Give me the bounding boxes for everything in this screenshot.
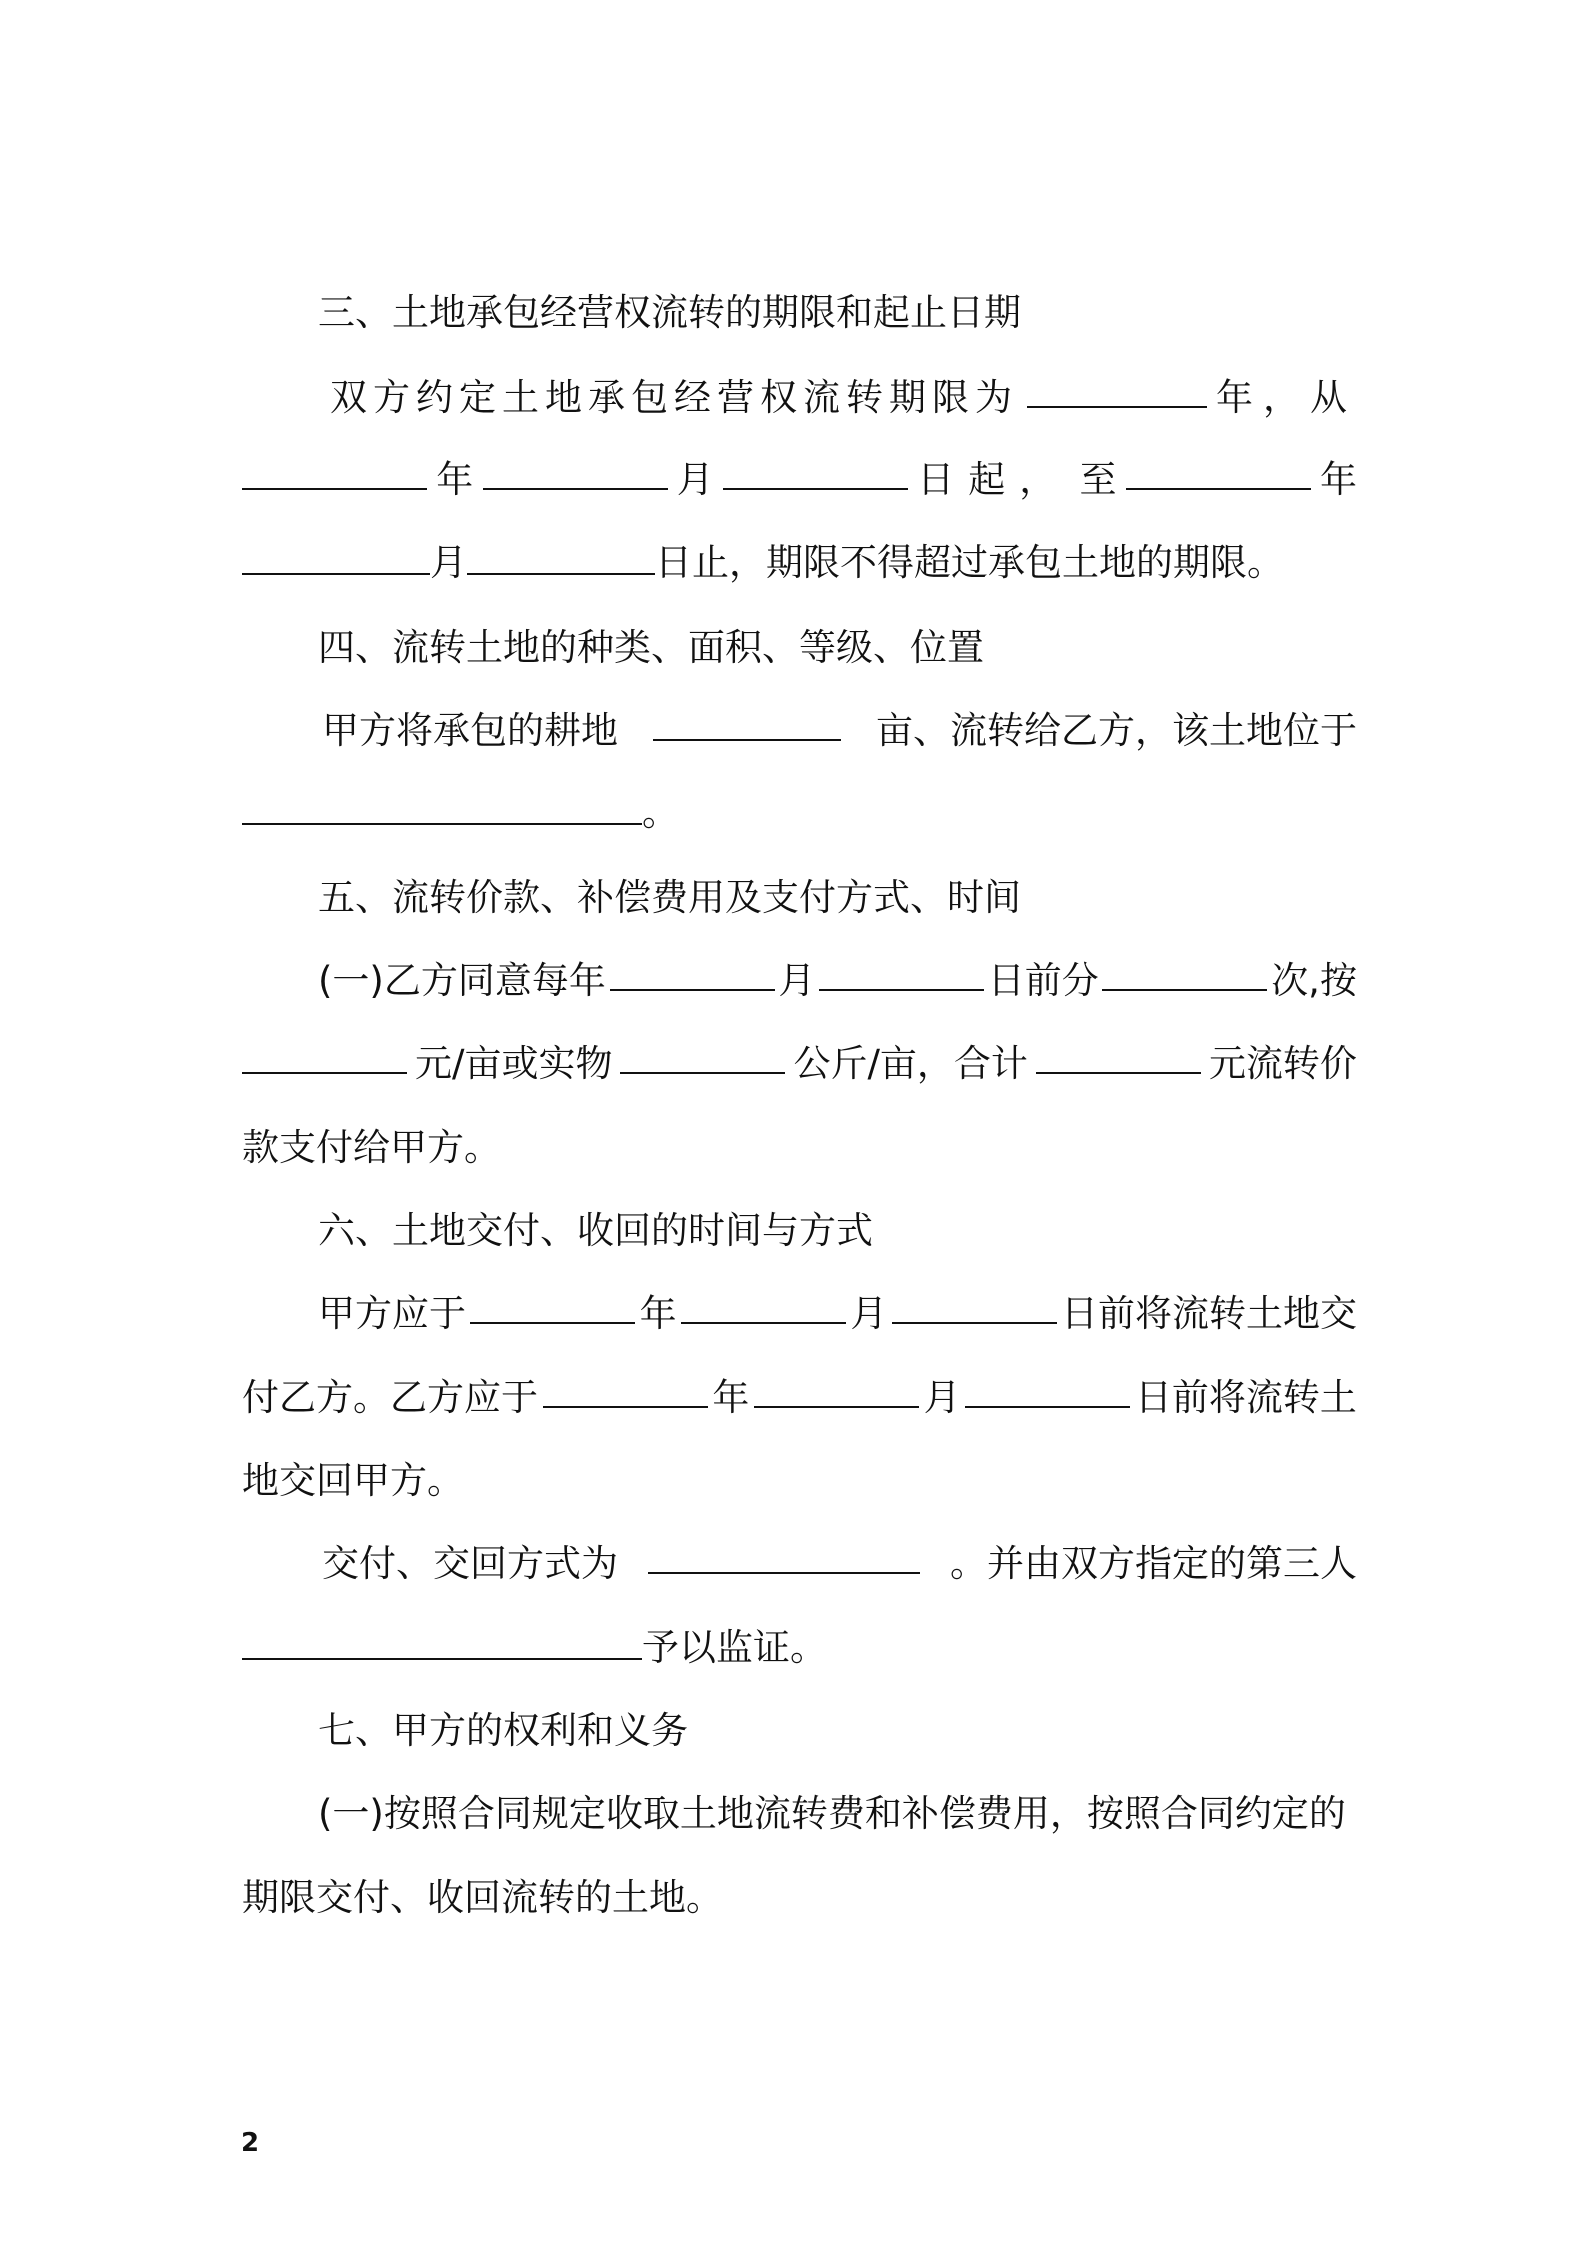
section-5-heading: 五、流转价款、补偿费用及支付方式、时间 <box>318 876 1021 919</box>
section-6-heading: 六、土地交付、收回的时间与方式 <box>318 1209 873 1252</box>
s6-paragraph-line-3: 地交回甲方。 <box>242 1459 464 1502</box>
s6-paragraph-line-2: 付乙方。乙方应于 年 月 日前将流转土 <box>242 1370 1357 1426</box>
s6-paragraph-line-5: 予以监证。 <box>242 1620 1357 1676</box>
s5-paragraph-line-2: 元/亩或实物 公斤/亩，合计 元流转价 <box>242 1036 1357 1092</box>
s6-paragraph-line-1: 甲方应于 年 月 日前将流转土地交 <box>318 1286 1357 1342</box>
s3-paragraph-line-3: 月 日止，期限不得超过承包土地的期限。 <box>242 535 1357 591</box>
s4-paragraph-line-1: 甲方将承包的耕地 亩、流转给乙方，该土地位于 <box>322 703 1357 759</box>
s6-paragraph-line-4: 交付、交回方式为 。并由双方指定的第三人 <box>322 1536 1357 1592</box>
section-4-heading: 四、流转土地的种类、面积、等级、位置 <box>318 626 984 669</box>
s3-paragraph-line-1: 双方约定土地承包经营权流转期限为 年，从 <box>330 370 1357 426</box>
s4-paragraph-line-2: 。 <box>242 785 1357 841</box>
page-number: 2 <box>241 2128 260 2158</box>
s7-paragraph-line-1: (一)按照合同规定收取土地流转费和补偿费用，按照合同约定的 <box>318 1792 1346 1835</box>
section-3-heading: 三、土地承包经营权流转的期限和起止日期 <box>318 291 1021 334</box>
s3-paragraph-line-2: 年 月 日起， 至 年 <box>242 452 1357 508</box>
s7-paragraph-line-2: 期限交付、收回流转的土地。 <box>242 1876 723 1919</box>
s5-paragraph-line-1: (一)乙方同意每年 月 日前分 次,按 <box>318 953 1357 1009</box>
s5-paragraph-line-3: 款支付给甲方。 <box>242 1126 501 1169</box>
section-7-heading: 七、甲方的权利和义务 <box>318 1709 688 1752</box>
